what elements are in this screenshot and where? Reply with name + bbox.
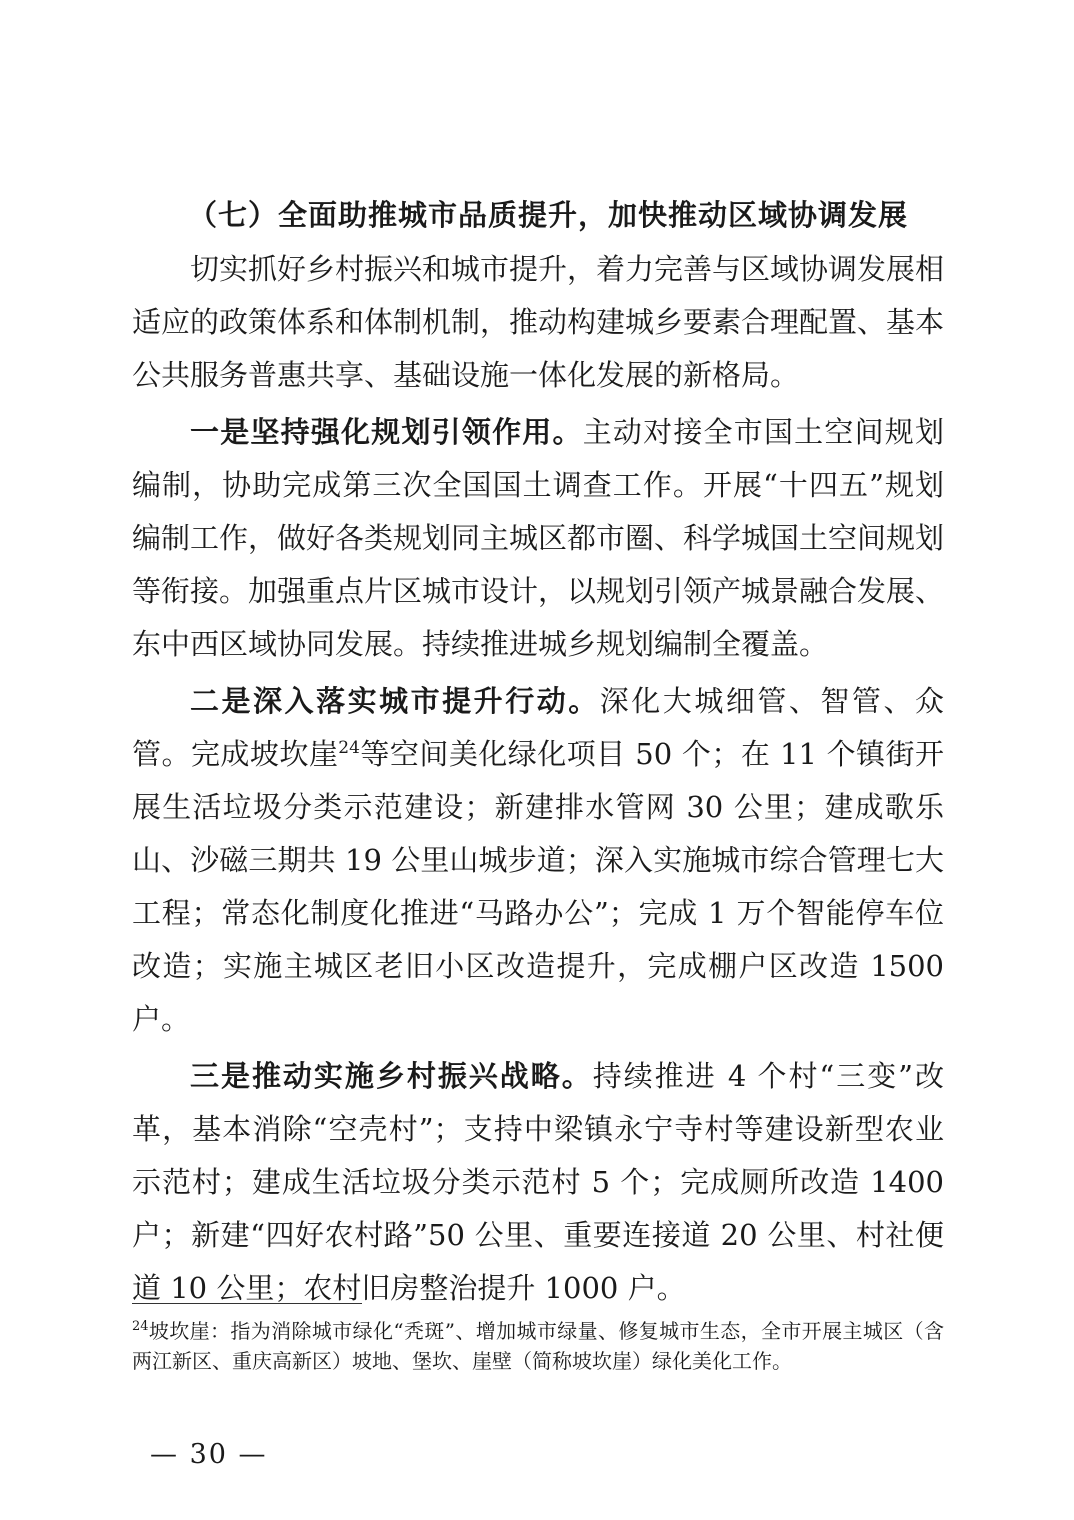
footnote-text: 坡坎崖：指为消除城市绿化“秃斑”、增加城市绿量、修复城市生态，全市开展主城区（含两江新区、重庆高新区）坡地、堡坎、崖壁（简称坡坎崖）绿化美化工作。 xyxy=(132,1319,944,1373)
paragraph-lead: 一是坚持强化规划引领作用。 xyxy=(190,415,583,449)
paragraph-rural-revitalization xyxy=(132,1050,944,1315)
footnote xyxy=(132,1316,944,1376)
paragraph-lead: 三是推动实施乡村振兴战略。 xyxy=(190,1059,593,1093)
paragraph-city-upgrade xyxy=(132,675,944,1046)
section-heading: （七）全面助推城市品质提升，加快推动区域协调发展 xyxy=(188,198,909,232)
paragraph-body: 等空间美化绿化项目 50 个；在 11 个镇街开展生活垃圾分类示范建设；新建排水管网 30 公里；建成歌乐山、沙磁三期共 19 公里山城步道；深入实施城市综合管理七大工程；常态化制度化推进“马路办公”；完成 1 万个智能停车位改造；实施主城区老旧小区改造提升，完成棚户区改造 1500 户。 xyxy=(132,737,944,1036)
paragraph-body: 主动对接全市国土空间规划编制，协助完成第三次全国国土调查工作。开展“十四五”规划编制工作，做好各类规划同主城区都市圈、科学城国土空间规划等衔接。加强重点片区城市设计，以规划引领产城景融合发展、东中西区域协同发展。持续推进城乡规划编制全覆盖。 xyxy=(132,415,945,661)
footnote-reference: 24 xyxy=(338,738,360,758)
paragraph-planning xyxy=(132,406,944,671)
body-content xyxy=(132,190,944,1315)
page-number: — 30 — xyxy=(150,1439,268,1470)
paragraph-body: 深化大城细管、智管、众管。完成坡坎崖 xyxy=(132,684,944,771)
footnote-divider xyxy=(132,1303,362,1304)
paragraph-intro: 切实抓好乡村振兴和城市提升，着力完善与区域协调发展相适应的政策体系和体制机制，推动构建城乡要素合理配置、基本公共服务普惠共享、基础设施一体化发展的新格局。 xyxy=(132,252,945,392)
paragraph-body: 持续推进 4 个村“三变”改革，基本消除“空壳村”；支持中梁镇永宁寺村等建设新型农业示范村；建成生活垃圾分类示范村 5 个；完成厕所改造 1400 户；新建“四好农村路”50 公里、重要连接道 20 公里、村社便道 10 公里；农村旧房整治提升 1000 户。 xyxy=(132,1059,944,1305)
paragraph-lead: 二是深入落实城市提升行动。 xyxy=(190,684,600,718)
footnote-number: 24 xyxy=(132,1319,149,1334)
